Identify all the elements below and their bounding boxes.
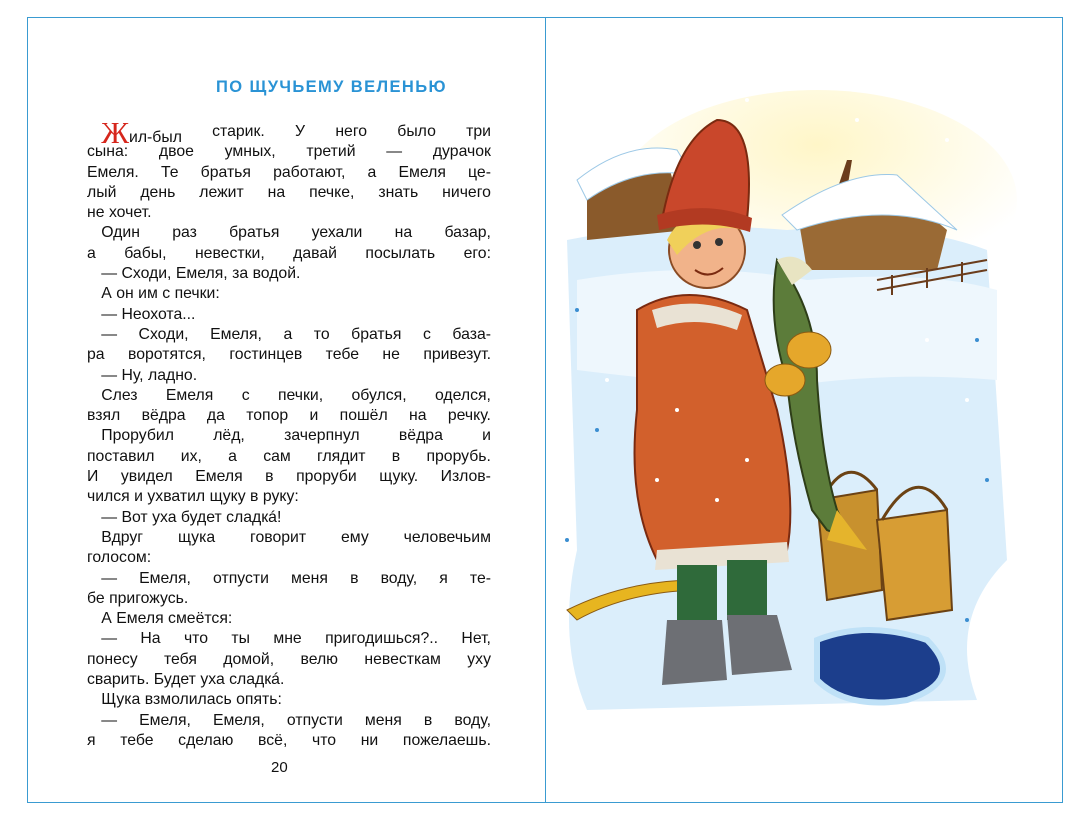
word: его: bbox=[463, 244, 491, 262]
word: братья bbox=[229, 224, 280, 242]
word: Слез bbox=[101, 386, 138, 404]
text-line bbox=[87, 244, 491, 264]
word: те- bbox=[469, 569, 491, 587]
first-word bbox=[101, 115, 182, 150]
word: печке, bbox=[309, 183, 355, 201]
word: тебе bbox=[325, 346, 359, 364]
word: Емеля, bbox=[139, 569, 191, 587]
text-line bbox=[87, 223, 491, 243]
word: — bbox=[101, 325, 118, 343]
word: смеётся: bbox=[168, 610, 233, 628]
word: глядит bbox=[317, 447, 366, 465]
text-line bbox=[87, 447, 491, 467]
text-line bbox=[87, 548, 491, 568]
word: хочет. bbox=[108, 204, 152, 222]
word: щуку bbox=[209, 488, 246, 506]
word: день bbox=[140, 183, 176, 201]
word: с bbox=[241, 386, 250, 404]
word: базар, bbox=[444, 224, 491, 242]
word: водой. bbox=[252, 265, 301, 283]
word: А bbox=[101, 610, 112, 628]
word: проруби bbox=[296, 468, 357, 486]
word: уха bbox=[152, 508, 177, 526]
word: ничего bbox=[442, 183, 491, 201]
text-line bbox=[87, 386, 491, 406]
word: щуку. bbox=[379, 468, 419, 486]
text-line bbox=[87, 305, 491, 325]
word: взмолилась bbox=[144, 691, 232, 709]
word: на bbox=[409, 407, 427, 425]
word: не bbox=[382, 346, 400, 364]
word: невесткам bbox=[364, 650, 441, 668]
text-line bbox=[87, 609, 491, 629]
text-line bbox=[87, 487, 491, 507]
word: и bbox=[134, 488, 143, 506]
word: Емеля, bbox=[213, 711, 265, 729]
word: лежит bbox=[199, 183, 244, 201]
word: Емеля bbox=[116, 610, 164, 628]
word: давай bbox=[293, 244, 337, 262]
word: воду, bbox=[380, 569, 418, 587]
word: и bbox=[309, 407, 319, 425]
word: было bbox=[397, 123, 436, 140]
page-title: ПО ЩУЧЬЕМУ ВЕЛЕНЬЮ bbox=[216, 78, 447, 96]
word: на bbox=[394, 224, 413, 242]
word: Один bbox=[101, 224, 140, 242]
text-line bbox=[87, 467, 491, 487]
word: ему bbox=[341, 528, 369, 546]
word: то bbox=[313, 325, 330, 343]
word: велю bbox=[300, 650, 339, 668]
word: — bbox=[101, 630, 118, 648]
word: обулся, bbox=[351, 386, 407, 404]
word: говорит bbox=[250, 528, 307, 546]
text-line bbox=[87, 629, 491, 649]
word: топор bbox=[246, 407, 289, 425]
word: база- bbox=[452, 325, 491, 343]
word: я bbox=[439, 569, 448, 587]
word: Емеля, bbox=[139, 711, 191, 729]
word: работают, bbox=[273, 163, 346, 181]
word: не bbox=[87, 204, 105, 222]
word: вёдра bbox=[398, 427, 443, 445]
word: Емеля bbox=[165, 386, 214, 404]
word: ухватил bbox=[147, 488, 206, 506]
text-line bbox=[87, 366, 491, 386]
word: Ну, bbox=[121, 366, 144, 384]
word: в bbox=[250, 488, 259, 506]
text-line bbox=[87, 115, 491, 150]
word: сладкá. bbox=[229, 671, 285, 689]
word: печки: bbox=[174, 285, 220, 303]
text-line bbox=[87, 264, 491, 284]
word: щука bbox=[178, 528, 216, 546]
word: Излов- bbox=[440, 468, 491, 486]
page-number: 20 bbox=[271, 759, 288, 776]
word: прорубь. bbox=[426, 447, 491, 465]
word: пригожусь. bbox=[109, 589, 189, 607]
word: — bbox=[101, 366, 118, 384]
word: меня bbox=[364, 711, 402, 729]
text-line bbox=[87, 345, 491, 365]
word: тебя bbox=[164, 650, 197, 668]
word: и bbox=[482, 427, 491, 445]
word: сварить. bbox=[87, 671, 150, 689]
word: старик. bbox=[212, 123, 265, 140]
word: Щука bbox=[101, 691, 141, 709]
word: ра bbox=[87, 346, 105, 364]
word: отпусти bbox=[213, 569, 269, 587]
word: а bbox=[367, 163, 377, 181]
word: Вдруг bbox=[101, 528, 144, 546]
word: невестки, bbox=[194, 244, 265, 262]
word: привезут. bbox=[423, 346, 491, 364]
word: Сходи, bbox=[121, 265, 172, 283]
word: с bbox=[162, 285, 171, 303]
word: ил-был bbox=[129, 129, 182, 146]
word: — bbox=[101, 265, 118, 283]
left-page bbox=[27, 17, 546, 803]
word: Вот bbox=[121, 508, 148, 526]
word: три bbox=[466, 123, 491, 140]
word: Сходи, bbox=[138, 325, 189, 343]
word: пошёл bbox=[339, 407, 388, 425]
word: третий bbox=[306, 143, 356, 161]
word: — bbox=[386, 143, 403, 161]
word: взял bbox=[87, 407, 121, 425]
word: це- bbox=[468, 163, 491, 181]
word: уехали bbox=[311, 224, 363, 242]
text-line bbox=[87, 325, 491, 345]
word: оделся, bbox=[434, 386, 491, 404]
word: домой, bbox=[223, 650, 275, 668]
word: а bbox=[283, 325, 293, 343]
word: а bbox=[228, 447, 237, 465]
word: отпусти bbox=[286, 711, 343, 729]
word: что bbox=[311, 731, 337, 749]
word: У bbox=[295, 123, 306, 140]
word: Емеля bbox=[195, 468, 243, 486]
word: И bbox=[87, 468, 99, 486]
word: в bbox=[350, 569, 359, 587]
word: меня bbox=[291, 569, 328, 587]
word: раз bbox=[172, 224, 197, 242]
word: ты bbox=[231, 630, 250, 648]
drop-cap: Ж bbox=[101, 115, 129, 150]
word: лёд, bbox=[213, 427, 245, 445]
text-line bbox=[87, 670, 491, 690]
word: — bbox=[101, 711, 118, 729]
word: их, bbox=[180, 447, 202, 465]
word: мне bbox=[273, 630, 302, 648]
text-line bbox=[87, 711, 491, 731]
word: Нет, bbox=[461, 630, 491, 648]
word: что bbox=[183, 630, 209, 648]
text-line bbox=[87, 589, 491, 609]
word: за bbox=[232, 265, 249, 283]
word: всё, bbox=[258, 731, 288, 749]
word: ни bbox=[360, 731, 379, 749]
word: — bbox=[101, 508, 118, 526]
word: А bbox=[101, 285, 112, 303]
word: ладно. bbox=[147, 366, 198, 384]
word: опять: bbox=[236, 691, 282, 709]
word: Емеля. bbox=[87, 163, 139, 181]
word: Будет bbox=[153, 671, 196, 689]
word: воду, bbox=[454, 711, 491, 729]
text-line bbox=[87, 508, 491, 528]
story-text bbox=[87, 115, 491, 751]
word: него bbox=[335, 123, 368, 140]
word: бе bbox=[87, 589, 105, 607]
word: пожелаешь. bbox=[402, 731, 491, 749]
word: посылать bbox=[365, 244, 436, 262]
word: сделаю bbox=[178, 731, 234, 749]
word: вёдра bbox=[141, 407, 186, 425]
word: бабы, bbox=[124, 244, 167, 262]
word: братья bbox=[200, 163, 251, 181]
text-line bbox=[87, 183, 491, 203]
text-line bbox=[87, 203, 491, 223]
text-line bbox=[87, 426, 491, 446]
text-line bbox=[87, 569, 491, 589]
word: лый bbox=[87, 183, 117, 201]
word: в bbox=[423, 711, 433, 729]
word: понесу bbox=[87, 650, 138, 668]
word: будет bbox=[180, 508, 222, 526]
word: Емеля, bbox=[175, 265, 228, 283]
word: сына: bbox=[87, 143, 129, 161]
text-line bbox=[87, 731, 491, 751]
word: двое bbox=[158, 143, 194, 161]
word: гостинцев bbox=[229, 346, 303, 364]
text-line bbox=[87, 650, 491, 670]
word: а bbox=[87, 244, 96, 262]
word: руку: bbox=[262, 488, 299, 506]
word: Прорубил bbox=[101, 427, 174, 445]
word: в bbox=[391, 447, 401, 465]
word: Те bbox=[160, 163, 179, 181]
word: На bbox=[140, 630, 161, 648]
word: знать bbox=[378, 183, 419, 201]
word: — bbox=[101, 569, 118, 587]
word: на bbox=[267, 183, 286, 201]
word: воротятся, bbox=[127, 346, 206, 364]
word: уха bbox=[200, 671, 225, 689]
word: в bbox=[265, 468, 274, 486]
word: уху bbox=[467, 650, 491, 668]
word: я bbox=[87, 731, 96, 749]
word: поставил bbox=[87, 447, 155, 465]
word: он bbox=[116, 285, 134, 303]
word: сам bbox=[263, 447, 291, 465]
text-line bbox=[87, 284, 491, 304]
word: умных, bbox=[224, 143, 276, 161]
word: голосом: bbox=[87, 549, 152, 567]
word: им bbox=[138, 285, 158, 303]
text-line bbox=[87, 406, 491, 426]
word: дурачок bbox=[432, 143, 491, 161]
word: тебе bbox=[120, 731, 154, 749]
word: Неохота... bbox=[121, 305, 196, 323]
word: чился bbox=[87, 488, 130, 506]
text-line bbox=[87, 690, 491, 710]
illustration-emelya-with-pike bbox=[547, 80, 1017, 725]
word: сладкá! bbox=[226, 508, 282, 526]
word: человечьим bbox=[403, 528, 491, 546]
word: Емеля bbox=[398, 163, 446, 181]
word: речку. bbox=[447, 407, 491, 425]
text-line bbox=[87, 528, 491, 548]
word: Емеля, bbox=[210, 325, 262, 343]
word: с bbox=[422, 325, 431, 343]
word: братья bbox=[351, 325, 402, 343]
text-line bbox=[87, 163, 491, 183]
word: — bbox=[101, 305, 118, 323]
word: увидел bbox=[120, 468, 173, 486]
word: да bbox=[206, 407, 225, 425]
word: печки, bbox=[277, 386, 324, 404]
word: пригодишься?.. bbox=[325, 630, 439, 648]
word: зачерпнул bbox=[284, 427, 360, 445]
